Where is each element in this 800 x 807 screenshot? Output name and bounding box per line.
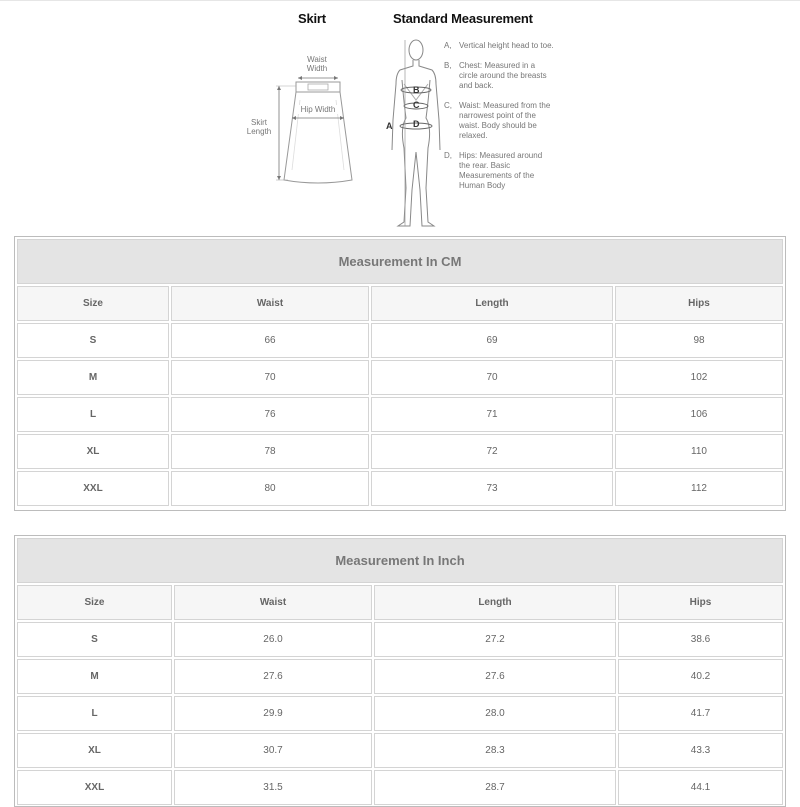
length-cell: 72 bbox=[371, 434, 613, 469]
hips-cell: 98 bbox=[615, 323, 783, 358]
table-header-row bbox=[17, 286, 783, 321]
hips-cell: 41.7 bbox=[618, 696, 783, 731]
table-row bbox=[17, 733, 783, 768]
hips-cell: 43.3 bbox=[618, 733, 783, 768]
inch-size-table bbox=[15, 536, 785, 807]
length-cell: 71 bbox=[371, 397, 613, 432]
marker-c: C bbox=[413, 100, 420, 110]
hips-cell: 44.1 bbox=[618, 770, 783, 805]
table-header-row bbox=[17, 585, 783, 620]
inch-table-caption: Measurement In Inch bbox=[17, 538, 783, 583]
table-row bbox=[17, 622, 783, 657]
legend-item-a: A, Vertical height head to toe. bbox=[444, 41, 554, 50]
waist-cell: 27.6 bbox=[174, 659, 372, 694]
length-cell: 28.3 bbox=[374, 733, 616, 768]
waist-cell: 76 bbox=[171, 397, 369, 432]
table-row bbox=[17, 471, 783, 506]
standard-measurement-title: Standard Measurement bbox=[393, 11, 533, 26]
header-waist: Waist bbox=[174, 585, 372, 620]
length-cell: 73 bbox=[371, 471, 613, 506]
waist-width-label: Waist Width bbox=[306, 55, 328, 73]
waist-cell: 30.7 bbox=[174, 733, 372, 768]
length-cell: 70 bbox=[371, 360, 613, 395]
header-size: Size bbox=[17, 585, 172, 620]
waist-cell: 70 bbox=[171, 360, 369, 395]
table-row bbox=[17, 696, 783, 731]
inch-size-table-panel bbox=[14, 535, 786, 807]
cm-size-table bbox=[15, 237, 785, 508]
body-figure bbox=[392, 40, 440, 226]
size-cell: L bbox=[17, 397, 169, 432]
skirt-diagram bbox=[0, 0, 800, 240]
legend-item-c: C, Waist: Measured from the narrowest point of the waist. Body should be relaxed. bbox=[444, 101, 551, 140]
measurement-bands bbox=[400, 40, 432, 226]
measurement-legend bbox=[444, 41, 564, 201]
waist-cell: 66 bbox=[171, 323, 369, 358]
table-row bbox=[17, 323, 783, 358]
size-cell: XXL bbox=[17, 471, 169, 506]
header-size: Size bbox=[17, 286, 169, 321]
hips-cell: 112 bbox=[615, 471, 783, 506]
length-cell: 69 bbox=[371, 323, 613, 358]
waist-cell: 78 bbox=[171, 434, 369, 469]
size-cell: M bbox=[17, 659, 172, 694]
waist-cell: 31.5 bbox=[174, 770, 372, 805]
waist-cell: 29.9 bbox=[174, 696, 372, 731]
header-length: Length bbox=[371, 286, 613, 321]
size-cell: L bbox=[17, 696, 172, 731]
header-hips: Hips bbox=[615, 286, 783, 321]
cm-size-table-panel bbox=[14, 236, 786, 511]
table-row bbox=[17, 434, 783, 469]
marker-a: A bbox=[386, 121, 393, 131]
length-cell: 27.6 bbox=[374, 659, 616, 694]
hips-cell: 110 bbox=[615, 434, 783, 469]
size-cell: S bbox=[17, 622, 172, 657]
skirt-length-label: Skirt Length bbox=[246, 118, 272, 136]
hips-cell: 106 bbox=[615, 397, 783, 432]
length-cell: 28.0 bbox=[374, 696, 616, 731]
legend-item-b: B, Chest: Measured in a circle around the breasts and back. bbox=[444, 61, 547, 90]
table-row bbox=[17, 659, 783, 694]
hip-width-label: Hip Width bbox=[296, 105, 340, 114]
table-row bbox=[17, 397, 783, 432]
length-cell: 28.7 bbox=[374, 770, 616, 805]
size-cell: XL bbox=[17, 733, 172, 768]
hips-cell: 102 bbox=[615, 360, 783, 395]
size-cell: XL bbox=[17, 434, 169, 469]
marker-d: D bbox=[413, 119, 420, 129]
size-cell: XXL bbox=[17, 770, 172, 805]
size-cell: S bbox=[17, 323, 169, 358]
waist-cell: 80 bbox=[171, 471, 369, 506]
hips-cell: 38.6 bbox=[618, 622, 783, 657]
hips-cell: 40.2 bbox=[618, 659, 783, 694]
skirt-title: Skirt bbox=[298, 11, 326, 26]
marker-b: B bbox=[413, 85, 420, 95]
waist-cell: 26.0 bbox=[174, 622, 372, 657]
header-hips: Hips bbox=[618, 585, 783, 620]
legend-item-d: D, Hips: Measured around the rear. Basic Measurements of the Human Body bbox=[444, 151, 543, 190]
header-waist: Waist bbox=[171, 286, 369, 321]
header-length: Length bbox=[374, 585, 616, 620]
cm-table-caption: Measurement In CM bbox=[17, 239, 783, 284]
length-cell: 27.2 bbox=[374, 622, 616, 657]
table-row bbox=[17, 360, 783, 395]
size-cell: M bbox=[17, 360, 169, 395]
